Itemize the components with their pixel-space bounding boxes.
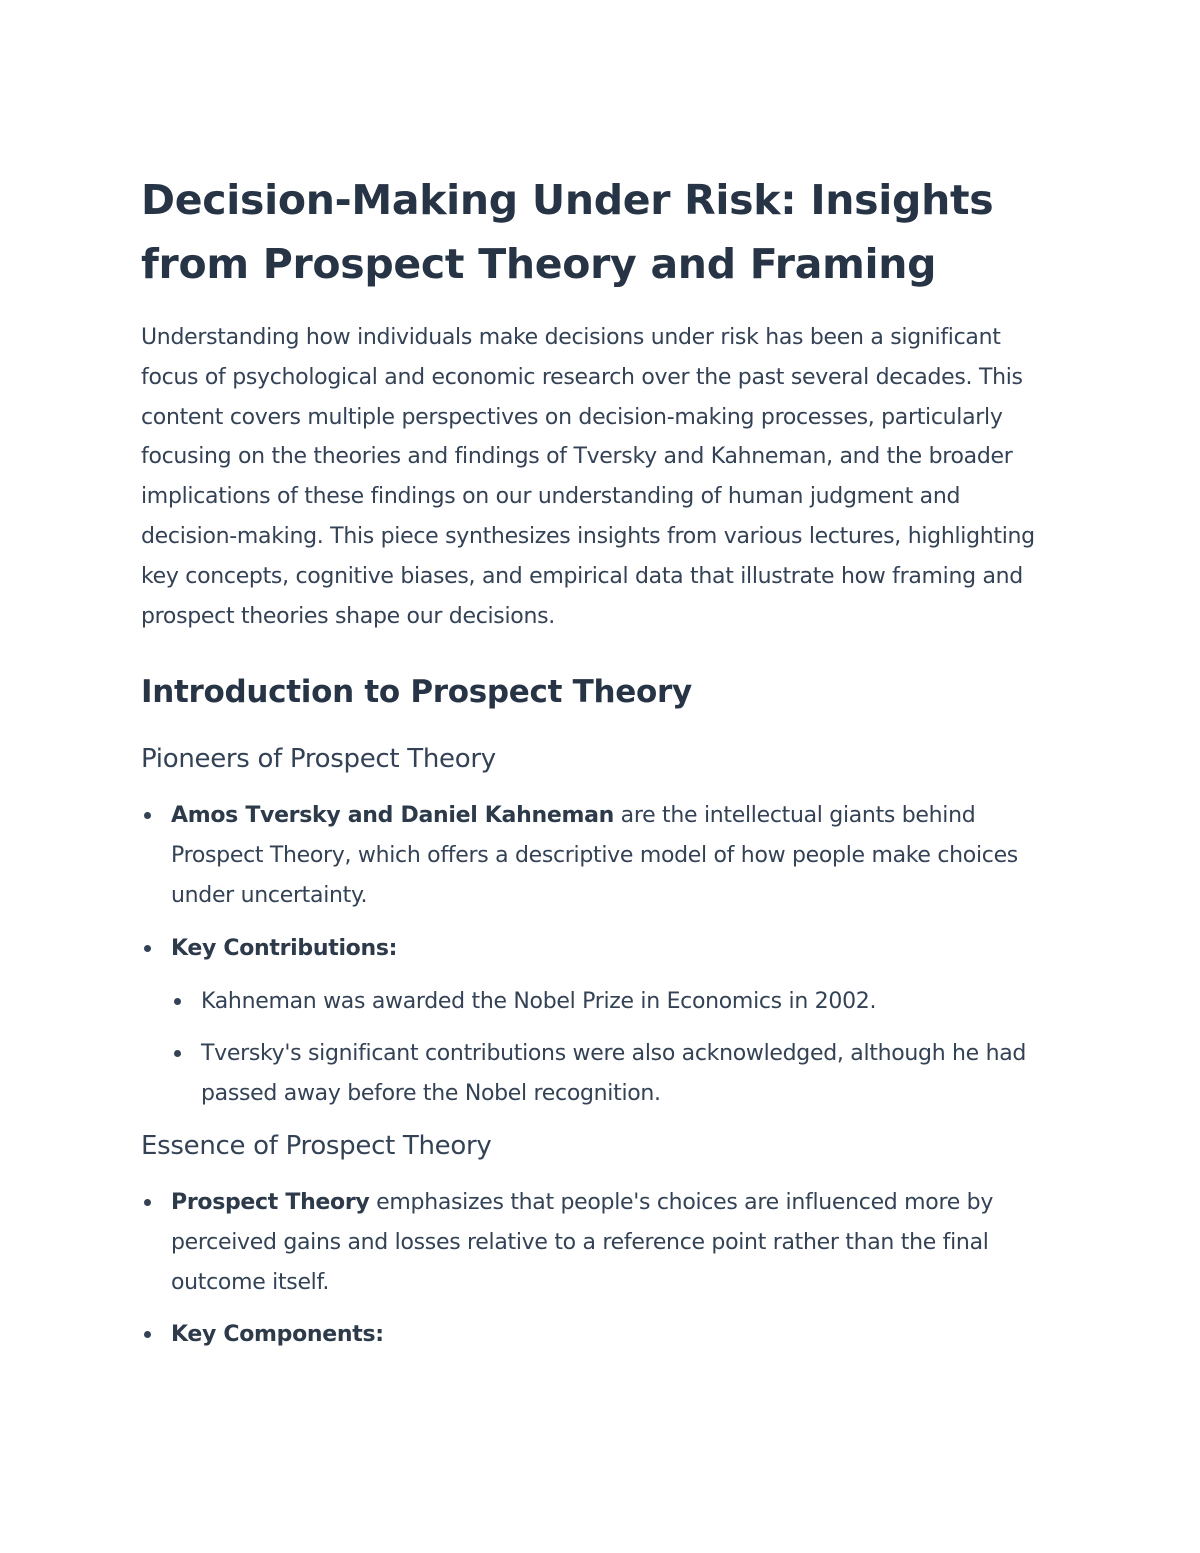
document-title: Decision-Making Under Risk: Insights from Prospect Theory and Framing: [141, 176, 994, 288]
list-item: [141, 1315, 1061, 1355]
document-page: [141, 168, 1061, 1368]
sub-list-item: Kahneman was awarded the Nobel Prize in Economics in 2002.: [171, 982, 1061, 1022]
subheading-pioneers: Pioneers of Prospect Theory: [141, 744, 496, 775]
section-heading-intro-prospect-theory: Introduction to Prospect Theory: [141, 674, 692, 711]
intro-paragraph: Understanding how individuals make decisions under risk has been a significant focus of psychological and economic research over the past several decades. This content covers multiple perspectives on decision-making processes, particularly focusing on the theories and findings of Tversky and Kahneman, and the broader implications of these findings on our understanding of human judgment and decision-making. This piece synthesizes insights from various lectures, highlighting key concepts, cognitive biases, and empirical data that illustrate how framing and prospect theories shape our decisions.: [141, 325, 1035, 629]
pioneers-list: [141, 796, 1061, 1114]
subheading-essence: Essence of Prospect Theory: [141, 1130, 492, 1161]
list-item: [141, 796, 1061, 915]
bold-term: Prospect Theory: [171, 1189, 370, 1215]
key-contributions-sublist: [171, 982, 1061, 1114]
bold-term: Key Components:: [171, 1322, 384, 1348]
bold-term: Amos Tversky and Daniel Kahneman: [171, 803, 614, 829]
sub-list-item: Tversky's significant contributions were also acknowledged, although he had passed away before the Nobel recognition.: [171, 1034, 1061, 1114]
list-item-text: are the intellectual giants behind Prospect Theory, which offers a descriptive model of how people make choices under uncertainty.: [171, 803, 1018, 908]
essence-list: [141, 1183, 1061, 1355]
list-item-text: emphasizes that people's choices are influenced more by perceived gains and losses relative to a reference point rather than the final outcome itself.: [171, 1189, 994, 1295]
bold-term: Key Contributions:: [171, 935, 398, 961]
list-item: [141, 1183, 1061, 1302]
list-item: [141, 929, 1061, 1114]
